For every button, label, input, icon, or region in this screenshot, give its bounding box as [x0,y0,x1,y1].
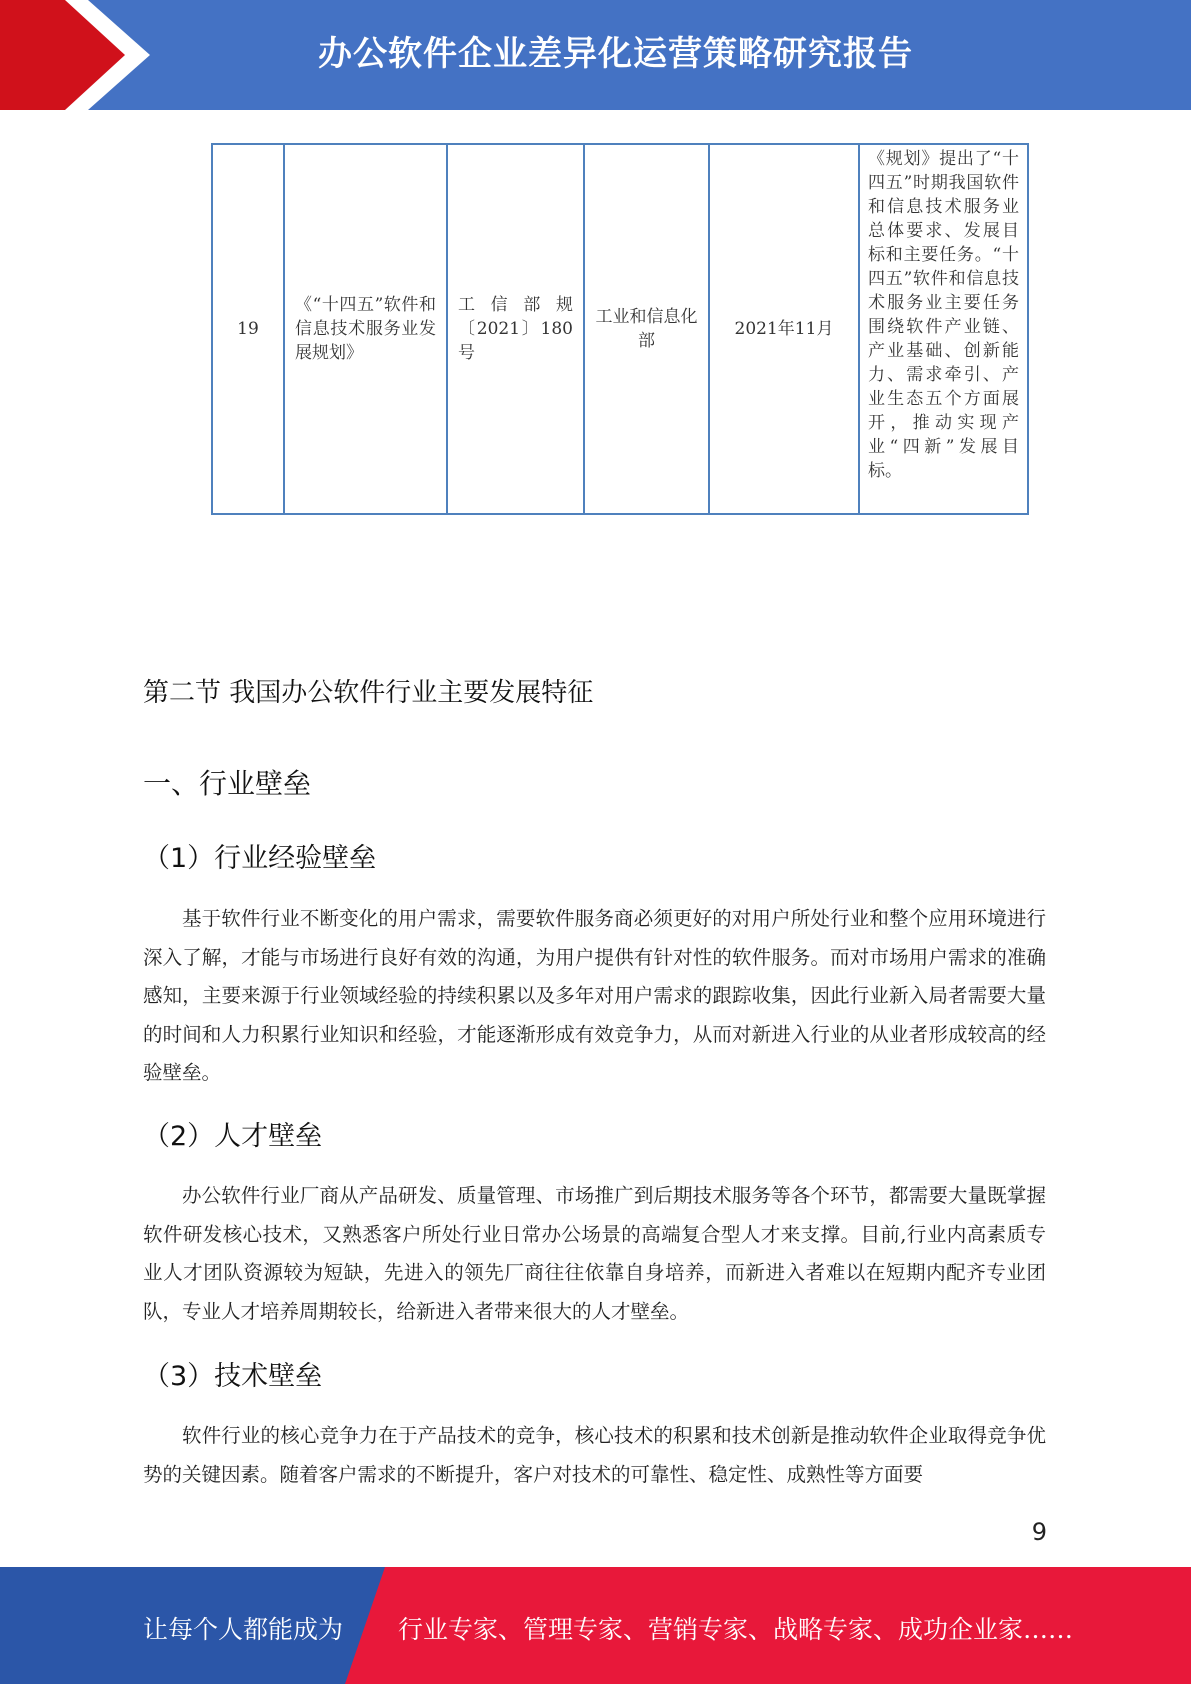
policy-table [211,143,1029,515]
chapter-title: 一、行业壁垒 [143,767,312,800]
table-cell-doc-no: 工信部规〔2021〕180号 [447,144,584,514]
subsection-title: （3）技术壁垒 [143,1361,323,1392]
table-cell-issuer: 工业和信息化部 [584,144,709,514]
table-cell-date: 2021年11月 [709,144,859,514]
subsection-title: （2）人才壁垒 [143,1121,323,1152]
table-cell-name: 《“十四五”软件和信息技术服务业发展规划》 [284,144,447,514]
section-title: 第二节 我国办公软件行业主要发展特征 [143,678,594,708]
paragraph: 软件行业的核心竞争力在于产品技术的竞争，核心技术的积累和技术创新是推动软件企业取得竞争优势的关键因素。随着客户需求的不断提升，客户对技术的可靠性、稳定性、成熟性等方面要 [143,1424,1046,1486]
paragraph: 基于软件行业不断变化的用户需求，需要软件服务商必须更好的对用户所处行业和整个应用环境进行深入了解，才能与市场进行良好有效的沟通，为用户提供有针对性的软件服务。而对市场用户需求的准确感知，主要来源于行业领域经验的持续积累以及多年对用户需求的跟踪收集，因此行业新入局者需要大量的时间和人力积累行业知识和经验，才能逐渐形成有效竞争力，从而对新进入行业的从业者形成较高的经验壁垒。 [143,907,1046,1084]
table-cell-no: 19 [212,144,284,514]
subsection-title: （1）行业经验壁垒 [143,843,377,874]
paragraph: 办公软件行业厂商从产品研发、质量管理、市场推广到后期技术服务等各个环节，都需要大量既掌握软件研发核心技术，又熟悉客户所处行业日常办公场景的高端复合型人才来支撑。目前,行业内高素质专业人才团队资源较为短缺，先进入的领先厂商往往依靠自身培养，而新进入者难以在短期内配齐专业团队，专业人才培养周期较长，给新进入者带来很大的人才壁垒。 [143,1184,1046,1323]
footer-slogan-right: 行业专家、管理专家、营销专家、战略专家、成功企业家…… [398,1615,1074,1644]
table-row [212,144,1028,514]
header-title: 办公软件企业差异化运营策略研究报告 [318,34,913,74]
page-header [0,0,1191,110]
page-number: 9 [1031,1518,1047,1546]
table-cell-summary: 《规划》提出了“十四五”时期我国软件和信息技术服务业总体要求、发展目标和主要任务。“十四五”软件和信息技术服务业主要任务围绕软件产业链、产业基础、创新能力、需求牵引、产业生态五个方面展开，推动实现产业“四新”发展目标。 [859,144,1028,514]
footer-slogan-left: 让每个人都能成为 [143,1615,344,1644]
